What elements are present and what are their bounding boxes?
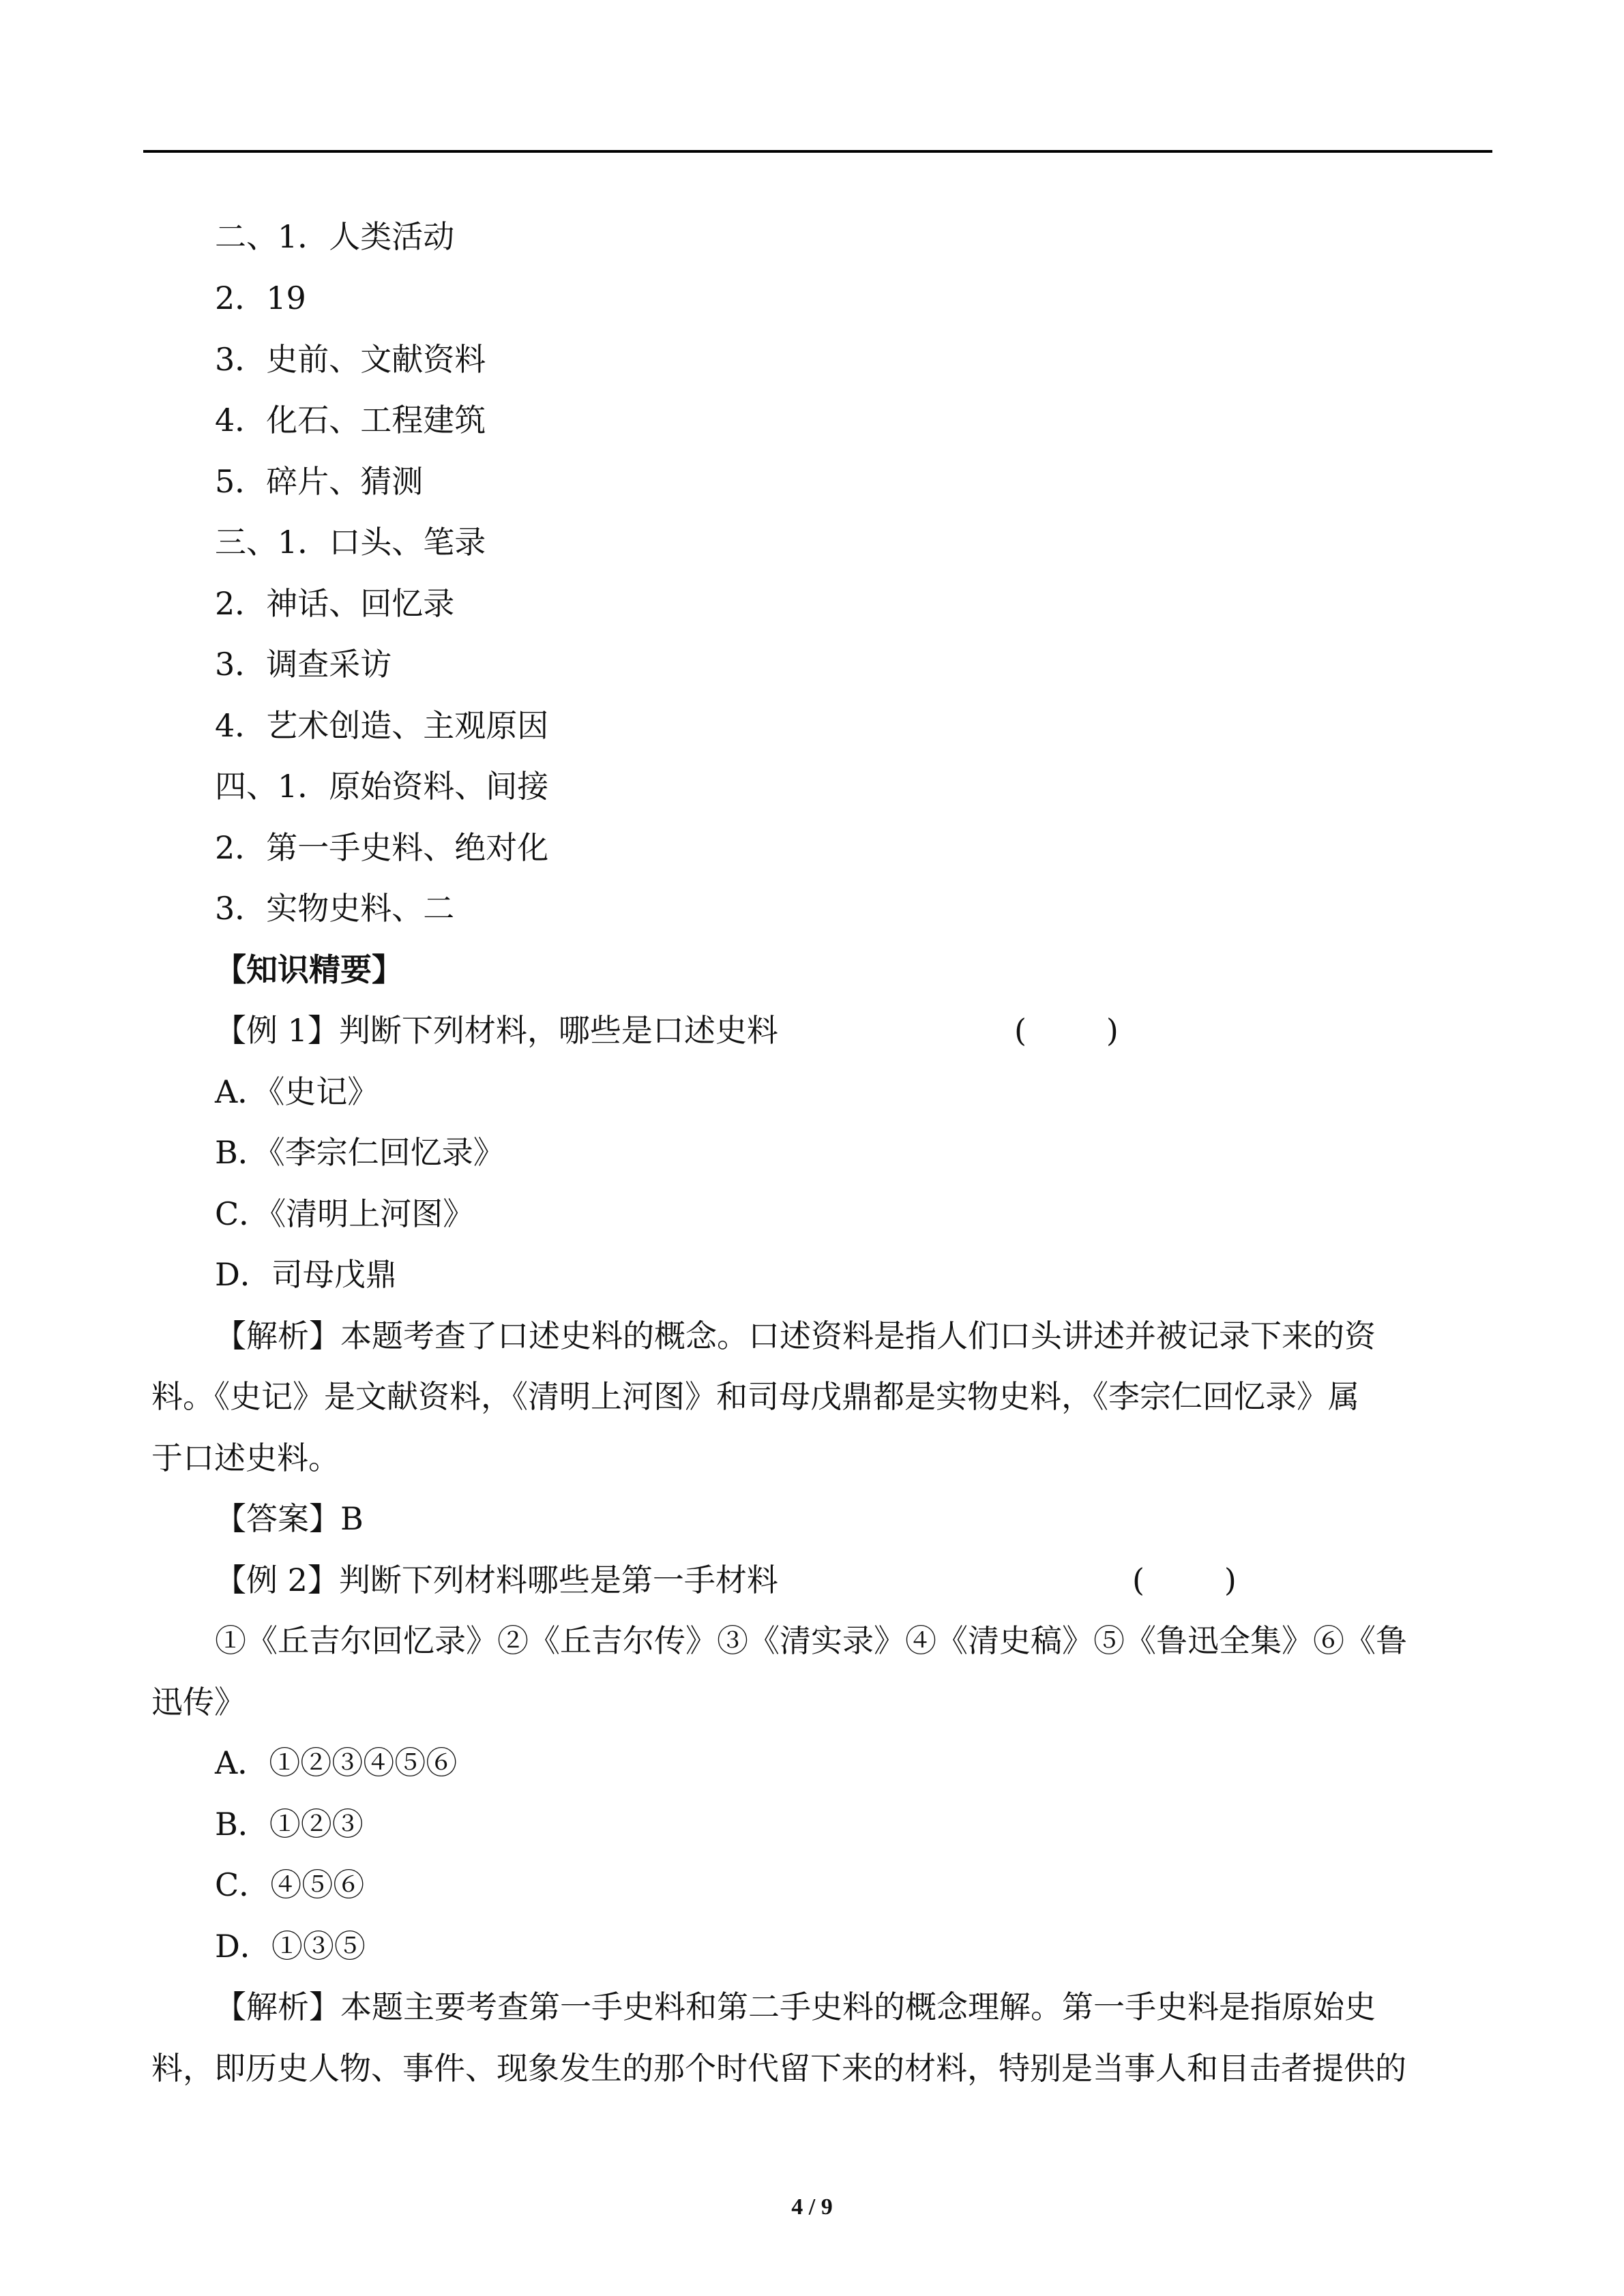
example2-option-c: C．④⑤⑥ bbox=[215, 1866, 365, 1903]
answer-line: 2．19 bbox=[215, 280, 306, 316]
example2-answer-blank: ( ) bbox=[1132, 1562, 1237, 1598]
example1-analysis: 【解析】本题考查了口述史料的概念。口述资料是指人们口头讲述并被记录下来的资 bbox=[215, 1317, 1376, 1354]
example2-option-b: B．①②③ bbox=[215, 1806, 364, 1843]
answer-line: 3．调查采访 bbox=[215, 646, 392, 683]
answer-line: 3．实物史料、二 bbox=[215, 890, 455, 927]
example1-option-c: C．《清明上河图》 bbox=[215, 1195, 475, 1232]
section-heading: 【知识精要】 bbox=[215, 951, 403, 988]
example1-question: 【例 1】判断下列材料，哪些是口述史料 bbox=[215, 1012, 778, 1049]
answer-line: 2．第一手史料、绝对化 bbox=[215, 829, 549, 866]
example1-answer-blank: ( ) bbox=[1014, 1012, 1119, 1049]
example1-option-a: A．《史记》 bbox=[215, 1073, 379, 1110]
answer-line: 3．史前、文献资料 bbox=[215, 341, 486, 378]
answer-line: 三、1．口头、笔录 bbox=[215, 524, 486, 561]
header-rule bbox=[143, 150, 1492, 153]
example2-analysis: 【解析】本题主要考查第一手史料和第二手史料的概念理解。第一手史料是指原始史 bbox=[215, 1988, 1376, 2025]
example2-items: 迅传》 bbox=[151, 1684, 246, 1720]
example1-option-d: D．司母戊鼎 bbox=[215, 1256, 397, 1293]
example2-option-a: A．①②③④⑤⑥ bbox=[215, 1744, 458, 1781]
answer-line: 2．神话、回忆录 bbox=[215, 585, 455, 622]
example2-question: 【例 2】判断下列材料哪些是第一手材料 bbox=[215, 1562, 778, 1598]
answer-line: 四、1．原始资料、间接 bbox=[215, 768, 549, 805]
example1-option-b: B．《李宗仁回忆录》 bbox=[215, 1134, 505, 1171]
example1-answer: 【答案】B bbox=[215, 1500, 364, 1537]
example2-items: ①《丘吉尔回忆录》②《丘吉尔传》③《清实录》④《清史稿》⑤《鲁迅全集》⑥《鲁 bbox=[215, 1622, 1407, 1659]
example1-analysis: 于口述史料。 bbox=[151, 1440, 340, 1476]
page-number: 4 / 9 bbox=[791, 2194, 833, 2220]
example2-analysis: 料，即历史人物、事件、现象发生的那个时代留下来的材料，特别是当事人和目击者提供的 bbox=[151, 2050, 1406, 2087]
example1-analysis: 料。《史记》是文献资料，《清明上河图》和司母戊鼎都是实物史料，《李宗仁回忆录》属 bbox=[151, 1378, 1359, 1415]
answer-line: 4．艺术创造、主观原因 bbox=[215, 707, 549, 744]
example2-option-d: D．①③⑤ bbox=[215, 1928, 366, 1965]
answer-line: 4．化石、工程建筑 bbox=[215, 402, 486, 438]
answer-line: 二、1．人类活动 bbox=[215, 218, 455, 255]
answer-line: 5．碎片、猜测 bbox=[215, 463, 424, 500]
